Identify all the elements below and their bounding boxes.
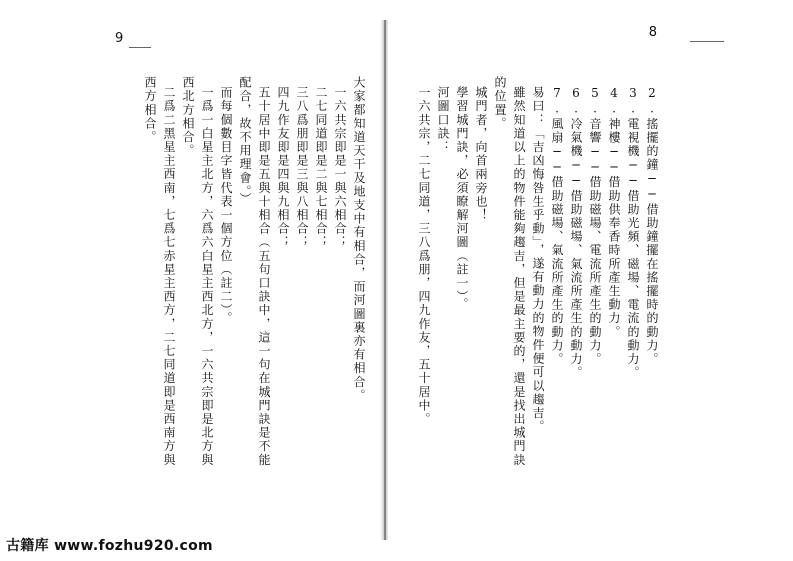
text-column: 4.神樓──借助供奉香時所產生動力。	[607, 86, 621, 339]
text-column: 3.電視機──借助光頻、磁場、電流的動力。	[626, 86, 640, 380]
text-column: 西北方相合。	[181, 76, 195, 158]
text-column: 7.風扇──借助磁場、氣流所產生的動力。	[550, 86, 564, 366]
text-column: 大家都知道天干及地支中有相合，而河圖裏亦有相合。	[352, 76, 366, 403]
text-column: 二爲二黑星主西南，七爲七赤星主西方，二七同道即是西南方與	[162, 86, 176, 467]
header-rule-left	[129, 47, 151, 48]
text-column: 河圖口訣：	[436, 86, 450, 154]
text-column: 學習城門訣，必須瞭解河圖（註一）。	[455, 86, 469, 312]
text-column: 一六共宗，二七同道，三八爲朋，四九作友，五十居中。	[417, 86, 431, 426]
header-rule-right	[690, 41, 724, 42]
text-column: 易曰：「吉凶悔咎生乎動」，遂有動力的物件便可以趨吉。	[531, 86, 545, 434]
text-column: 三八爲朋即是三與八相合；	[295, 86, 309, 250]
text-column: 雖然知道以上的物件能夠趨吉，但是最主要的，還是找出城門訣	[512, 86, 526, 467]
text-column: 西方相合。	[143, 76, 157, 144]
text-column: 城門者，向首兩旁也！	[474, 86, 488, 222]
text-column: 5.音響──借助磁場、電流所產生的動力。	[588, 86, 602, 366]
left-page	[92, 14, 382, 542]
right-page	[388, 14, 732, 542]
text-column: 2.搖擺的鐘──借助鐘擺在搖擺時的動力。	[645, 86, 659, 366]
text-column: 一六共宗即是一與六相合；	[333, 86, 347, 250]
text-column: 6.冷氣機──借助磁場、氣流所產生的動力。	[569, 86, 583, 380]
text-column: 配合，故不用理會。）	[238, 76, 252, 206]
text-column: 的位置。	[493, 76, 507, 131]
text-column: 四九作友即是四與九相合；	[276, 86, 290, 250]
page-number-right: 8	[648, 25, 657, 40]
page-number-left: 9	[115, 31, 124, 46]
book-spread	[92, 14, 732, 542]
text-column: 五十居中即是五與十相合（五句口訣中，這一句在城門訣是不能	[257, 86, 271, 467]
text-column: 而每個數目字皆代表一個方位（註二）。	[219, 86, 233, 325]
text-column: 二七同道即是二與七相合；	[314, 86, 328, 250]
site-watermark: 古籍库 www.fozhu920.com	[6, 538, 213, 554]
text-column: 一爲一白星主北方，六爲六白星主西北方，一六共宗即是北方與	[200, 86, 214, 467]
